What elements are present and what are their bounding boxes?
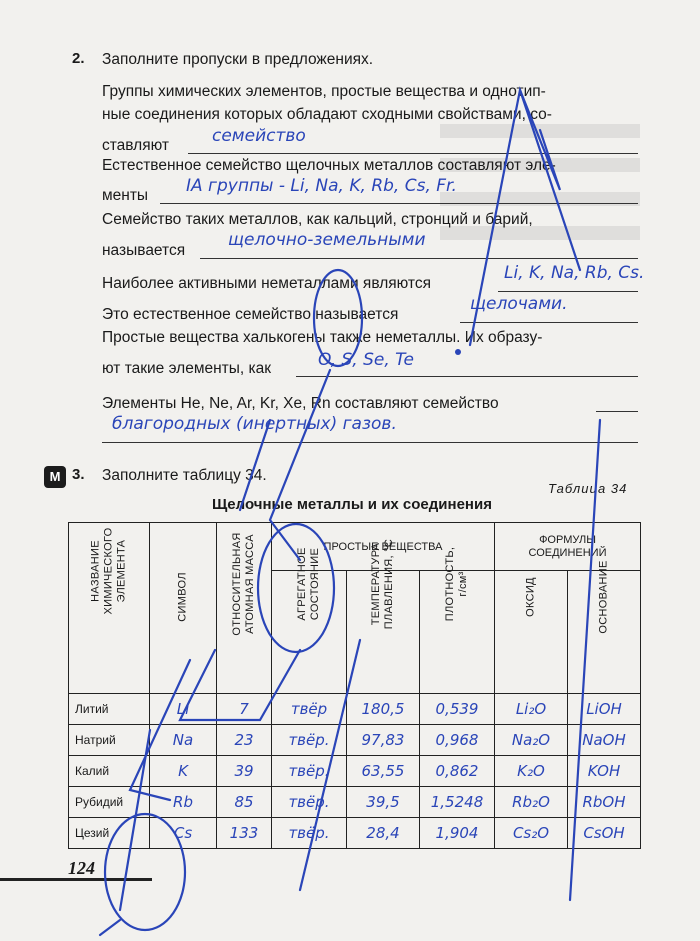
state-value: твёр. [288,761,330,780]
melting-value: 97,83 [361,730,405,749]
oxide-value: K₂O [517,761,545,780]
answer-alkali-elements: IA группы - Li, Na, K, Rb, Cs, Fr. [186,176,457,196]
symbol-value: K [178,761,188,780]
melting-value: 63,55 [361,761,405,780]
symbol-value: Rb [173,792,193,811]
symbol-value: Cs [173,823,193,842]
page-number: 124 [68,858,95,878]
density-value: 1,5248 [430,792,484,811]
density-value: 0,539 [435,699,479,718]
header-base: ОСНОВАНИЕ [568,571,641,694]
task2-p1-line3: ставляют [102,137,169,154]
oxide-value: Cs₂O [512,823,550,842]
header-state: АГРЕГАТНОЕ СОСТОЯНИЕ [272,571,347,694]
base-value: KOH [587,761,621,780]
header-mass: ОТНОСИТЕЛЬНАЯ АТОМНАЯ МАССА [217,523,272,694]
header-symbol: СИМВОЛ [150,523,217,694]
element-name: Натрий [69,725,150,756]
mass-value: 39 [234,761,254,780]
oxide-value: Na₂O [511,730,551,749]
task2-p2-line2: менты [102,187,149,204]
density-value: 0,862 [435,761,479,780]
state-value: твёр [290,699,328,718]
symbol-value: Na [172,730,194,749]
task2-p7: Элементы He, Ne, Ar, Kr, Xe, Rn составляют семейство [102,395,499,412]
answer-family: семейство [212,126,306,146]
answer-family-name: щелочами. [470,294,568,314]
base-value: RbOH [582,792,626,811]
task2-p4: Наиболее активными неметаллами являются [102,275,431,292]
task2-p6-line1: Простые вещества халькогены также неметаллы. Их образу- [102,329,543,346]
mass-value: 133 [229,823,259,842]
element-name: Рубидий [69,787,150,818]
state-value: твёр. [288,823,330,842]
answer-active-nonmetals: Li, K, Na, Rb, Cs. [504,263,645,283]
header-simple-substances: ПРОСТЫЕ ВЕЩЕСТВА [272,523,495,571]
base-value: NaOH [582,730,626,749]
task2-p5: Это естественное семейство называется [102,306,399,323]
density-value: 1,904 [435,823,479,842]
melting-value: 39,5 [366,792,400,811]
density-value: 0,968 [435,730,479,749]
header-oxide: ОКСИД [495,571,568,694]
mass-value: 7 [239,699,249,718]
element-name: Калий [69,756,150,787]
answer-noble-gases: благородных (инертных) газов. [112,414,397,434]
mass-value: 85 [234,792,254,811]
method-badge: M [44,466,66,488]
header-density: ПЛОТНОСТЬ, г/см³ [420,571,495,694]
task2-title: Заполните пропуски в предложениях. [102,51,374,68]
state-value: твёр. [288,792,330,811]
header-name: НАЗВАНИЕ ХИМИЧЕСКОГО ЭЛЕМЕНТА [69,523,150,694]
melting-value: 28,4 [366,823,400,842]
table-title: Щелочные металлы и их соединения [212,496,492,513]
melting-value: 180,5 [361,699,405,718]
table-label: Таблица 34 [548,481,628,496]
element-name: Цезий [69,818,150,849]
oxide-value: Li₂O [515,699,547,718]
task2-p3-line1: Семейство таких металлов, как кальций, стронций и барий, [102,211,533,228]
task2-number: 2. [72,50,85,67]
state-value: твёр. [288,730,330,749]
element-name: Литий [69,694,150,725]
oxide-value: Rb₂O [512,792,550,811]
task3-title: Заполните таблицу 34. [102,467,267,484]
answer-chalcogens: O, S, Se, Te [318,350,414,370]
task2-p3-line2: называется [102,242,186,259]
base-value: CsOH [583,823,625,842]
answer-alkaline-earth: щелочно-земельными [228,230,426,250]
task2-p6-line2: ют такие элементы, как [102,360,272,377]
task2-p1-line1: Группы химических элементов, простые вещества и однотип- [102,83,546,100]
base-value: LiOH [586,699,622,718]
mass-value: 23 [234,730,254,749]
header-formulas: ФОРМУЛЫ СОЕДИНЕНИЙ [495,523,641,571]
task2-p1-line2: ные соединения которых обладают сходными свойствами, со- [102,106,552,123]
task3-number: 3. [72,466,85,483]
header-melting: ТЕМПЕРАТУРА ПЛАВЛЕНИЯ, °С [347,571,420,694]
task2-p2-line1: Естественное семейство щелочных металлов составляют эле- [102,157,556,174]
symbol-value: Li [176,699,190,718]
